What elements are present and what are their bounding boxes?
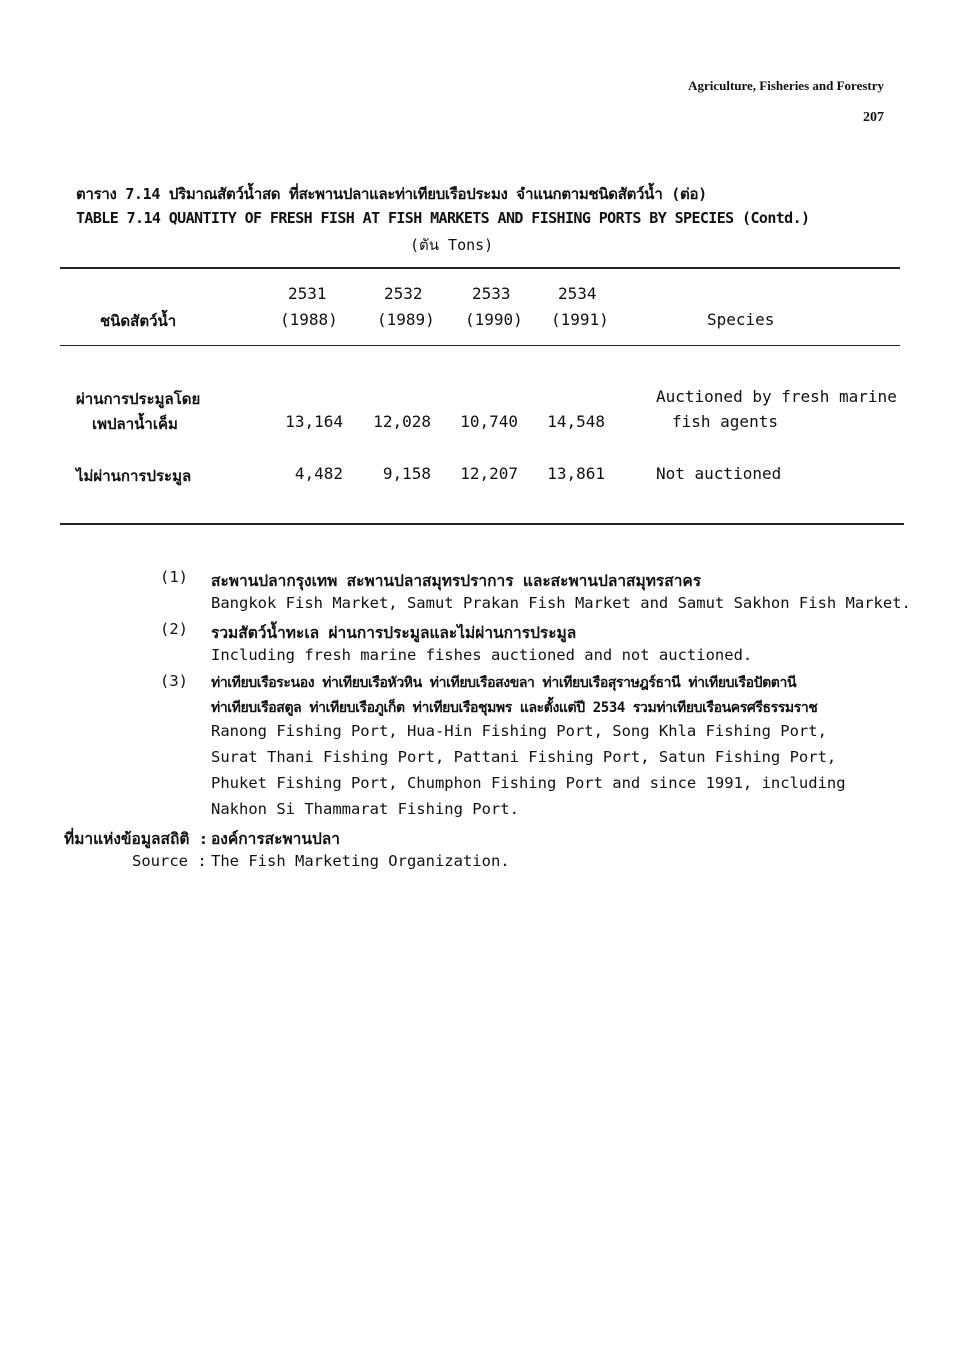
year-ad-1990: (1990) — [465, 310, 523, 329]
table-cell: 13,861 — [547, 464, 605, 483]
source-value-thai: องค์การสะพานปลา — [211, 830, 341, 848]
row-label-species: fish agents — [672, 412, 778, 431]
year-be-1990: 2533 — [472, 284, 511, 303]
note-line: สะพานปลากรุงเทพ สะพานปลาสมุทรปราการ และสะพานปลาสมุทรสาคร — [211, 572, 702, 590]
note-marker: (3) — [160, 672, 188, 690]
table-header-rule — [60, 345, 900, 346]
row-label-species: Auctioned by fresh marine — [656, 387, 897, 406]
source-label-thai: ที่มาแห่งข้อมูลสถิติ : — [64, 830, 209, 848]
table-unit: (ตัน Tons) — [410, 236, 494, 254]
note-marker: (2) — [160, 620, 188, 638]
table-top-rule — [60, 267, 900, 269]
row-label-thai: เพปลาน้ำเค็ม — [92, 415, 178, 433]
table-bottom-rule — [60, 523, 904, 525]
note-marker: (1) — [160, 568, 188, 586]
year-ad-1989: (1989) — [377, 310, 435, 329]
table-cell: 13,164 — [285, 412, 343, 431]
note-line: Surat Thani Fishing Port, Pattani Fishing Port, Satun Fishing Port, — [211, 748, 837, 766]
year-be-1991: 2534 — [558, 284, 597, 303]
note-line: ท่าเทียบเรือสตูล ท่าเทียบเรือภูเก็ต ท่าเทียบเรือชุมพร และตั้งแต่ปี 2534 รวมท่าเทียบเรือนครศรีธรรมราช — [211, 700, 818, 716]
source-label: Source : — [132, 852, 207, 870]
row-label-thai: ผ่านการประมูลโดย — [76, 390, 201, 408]
note-line: ท่าเทียบเรือระนอง ท่าเทียบเรือหัวหิน ท่าเทียบเรือสงขลา ท่าเทียบเรือสุราษฎร์ธานี ท่าเทียบเรือปัตตานี — [211, 675, 797, 691]
col-header-species: Species — [707, 310, 775, 329]
table-title-thai: ตาราง 7.14 ปริมาณสัตว์น้ำสด ที่สะพานปลาและท่าเทียบเรือประมง จำแนกตามชนิดสัตว์น้ำ (ต่อ) — [76, 185, 707, 203]
col-header-thai: ชนิดสัตว์น้ำ — [100, 312, 177, 330]
table-cell: 4,482 — [294, 464, 343, 483]
row-label-species: Not auctioned — [656, 464, 782, 483]
row-label-thai: ไม่ผ่านการประมูล — [76, 467, 192, 485]
note-line: Phuket Fishing Port, Chumphon Fishing Port and since 1991, including — [211, 774, 846, 792]
running-header: Agriculture, Fisheries and Forestry — [688, 78, 884, 93]
table-cell: 14,548 — [547, 412, 605, 431]
table-title-english: TABLE 7.14 QUANTITY OF FRESH FISH AT FISH MARKETS AND FISHING PORTS BY SPECIES (Contd.) — [76, 209, 810, 227]
table-cell: 10,740 — [460, 412, 518, 431]
note-line: Ranong Fishing Port, Hua-Hin Fishing Port, Song Khla Fishing Port, — [211, 722, 827, 740]
table-cell: 9,158 — [382, 464, 431, 483]
note-line: Including fresh marine fishes auctioned and not auctioned. — [211, 646, 753, 664]
page-number: 207 — [863, 110, 884, 125]
year-be-1989: 2532 — [384, 284, 423, 303]
note-line: รวมสัตว์น้ำทะเล ผ่านการประมูลและไม่ผ่านการประมูล — [211, 624, 577, 642]
table-cell: 12,028 — [373, 412, 431, 431]
note-line: Bangkok Fish Market, Samut Prakan Fish Market and Samut Sakhon Fish Market. — [211, 594, 911, 612]
year-ad-1988: (1988) — [280, 310, 338, 329]
note-line: Nakhon Si Thammarat Fishing Port. — [211, 800, 519, 818]
source-value: The Fish Marketing Organization. — [211, 852, 510, 870]
table-cell: 12,207 — [460, 464, 518, 483]
year-be-1988: 2531 — [288, 284, 327, 303]
year-ad-1991: (1991) — [551, 310, 609, 329]
